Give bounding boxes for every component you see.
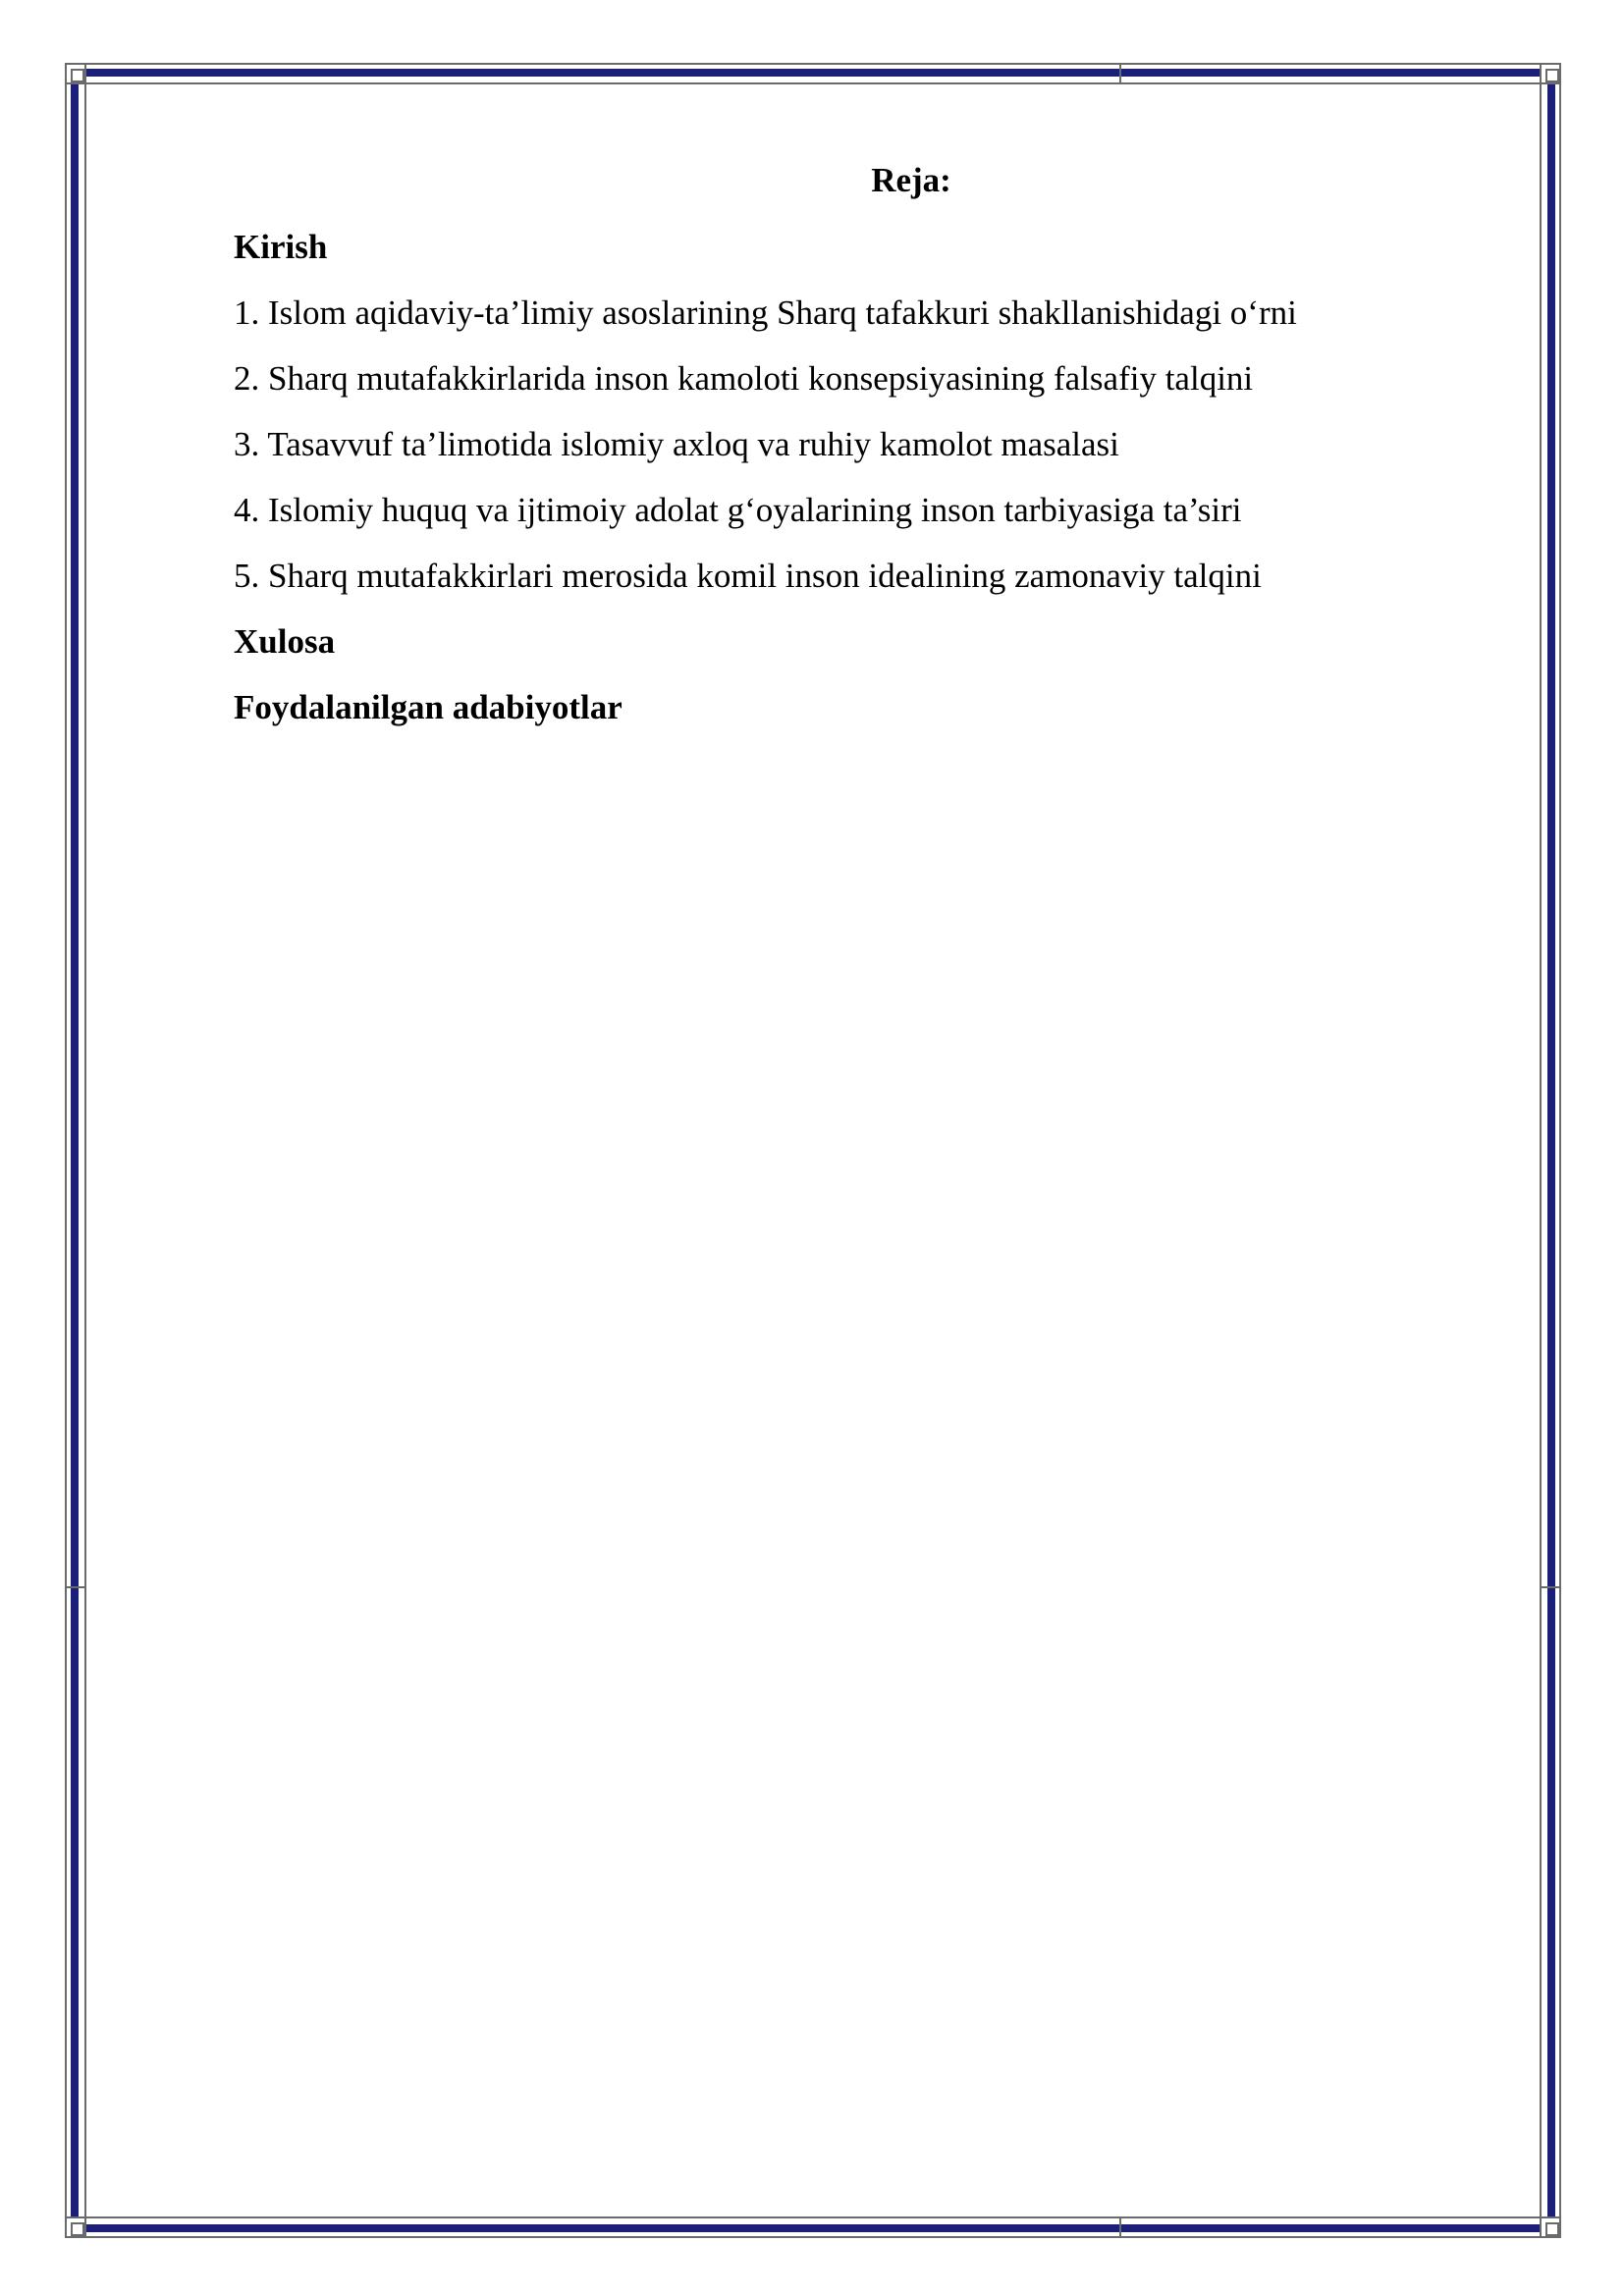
plan-title: Reja: — [871, 161, 951, 199]
border-tick-bottom — [1119, 2216, 1121, 2238]
plan-references: Foydalanilgan adabiyotlar — [234, 688, 623, 726]
corner-ornament-bottom-left — [65, 2216, 86, 2238]
corner-ornament-top-left — [65, 63, 86, 84]
corner-ornament-top-right — [1540, 63, 1561, 84]
plan-item-4: 4. Islomiy huquq va ijtimoiy adolat g‘oyalarining inson tarbiyasiga ta’siri — [234, 491, 1242, 529]
plan-content — [234, 147, 1451, 740]
plan-item-3: 3. Tasavvuf ta’limotida islomiy axloq va ruhiy kamolot masalasi — [234, 425, 1119, 463]
border-tick-right — [1540, 1586, 1561, 1588]
border-tick-top — [1119, 63, 1121, 84]
corner-ornament-bottom-right — [1540, 2216, 1561, 2238]
plan-intro: Kirish — [234, 228, 328, 266]
border-tick-left — [65, 1586, 86, 1588]
plan-item-1: 1. Islom aqidaviy-ta’limiy asoslarining Sharq tafakkuri shakllanishidagi o‘rni — [234, 294, 1297, 332]
plan-conclusion: Xulosa — [234, 622, 336, 661]
plan-item-5: 5. Sharq mutafakkirlari merosida komil inson idealining zamonaviy talqini — [234, 557, 1262, 595]
plan-item-2: 2. Sharq mutafakkirlarida inson kamoloti konsepsiyasining falsafiy talqini — [234, 359, 1254, 398]
